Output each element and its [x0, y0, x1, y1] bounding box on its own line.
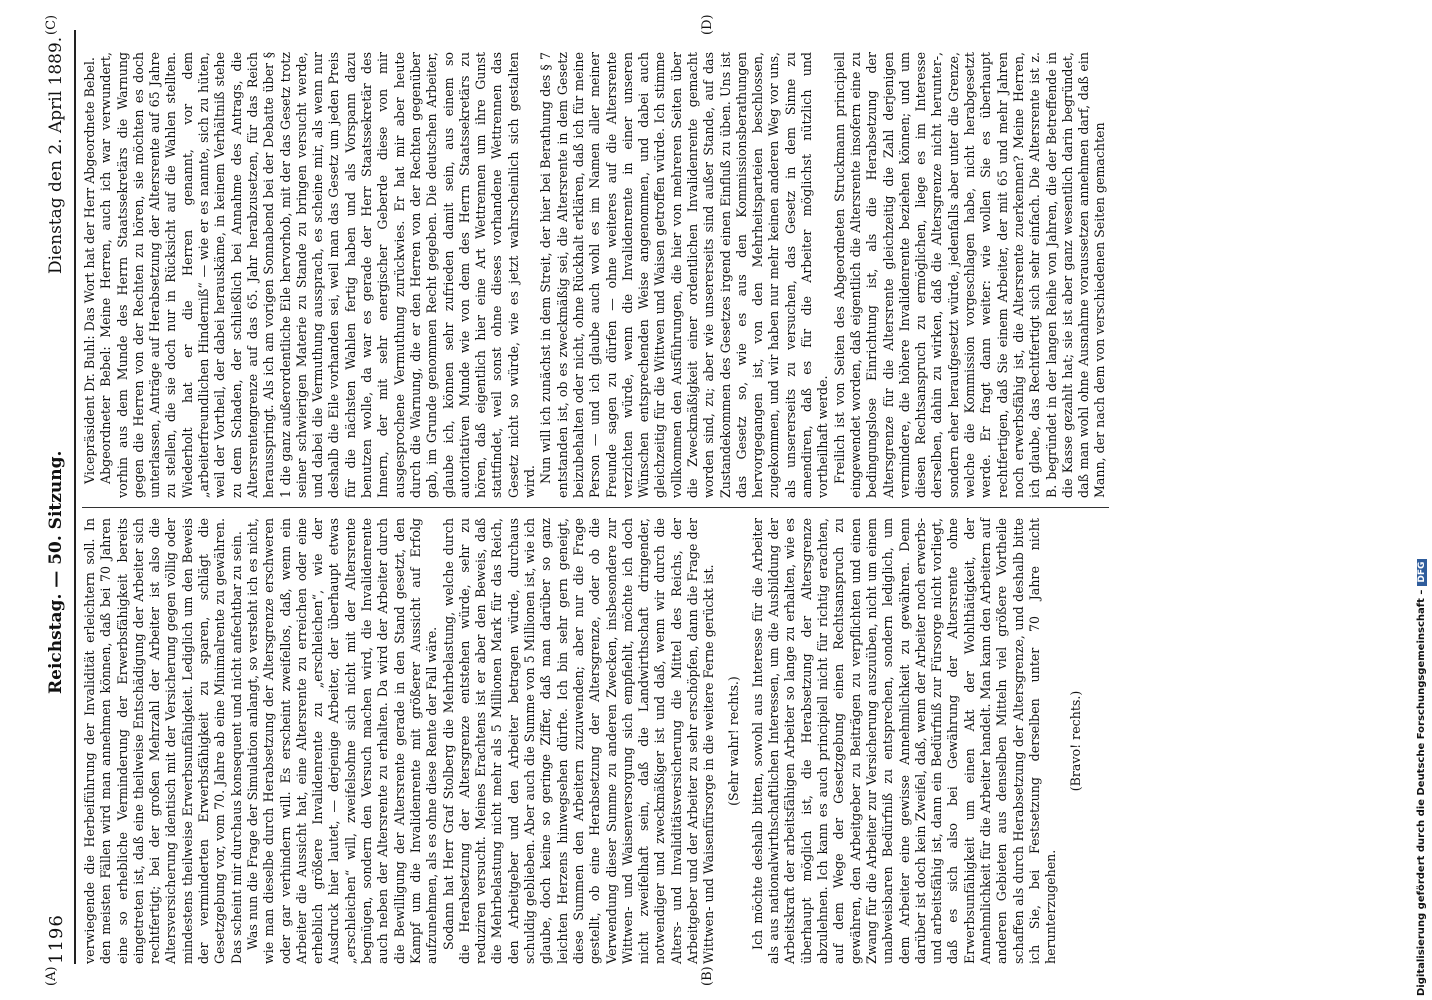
- session-date: Dienstag den 2. April 1889.: [46, 36, 66, 274]
- paragraph: Nun will ich zunächst in dem Streit, der hier bei Berathung des § 7 entstanden ist, ob es zweckmäßig sei, die Altersrente in dem Gesetz beizubehalten oder nicht, ohne Rückhalt erklären, daß ich für meine Person — und ich glaube auch wohl es im Namen aller meiner Freunde sagen zu dürfen — ohne weiteres auf die Altersrente verzichten würde, wenn die Invalidenrente in einer unseren Wünschen entsprechenden Weise angenommen, und dabei auch gleichzeitig für die Wittwen und Waisen getroffen würde. Ich stimme vollkommen den Ausführungen, die hier von mehreren Seiten über die Zweckmäßigkeit einer ordentlichen Invalidenrente gemacht worden sind, zu; aber wie unsererseits sind außer Stande, auf das Zustandekommen des Gesetzes irgend einen Einfluß zu üben. Uns ist das Gesetz so, wie es aus den Kommissionsberathungen hervorgegangen ist, von den Mehrheitsparteien beschlossen, zugekommen, und wir haben nur mehr keinen anderen Weg vor uns, als unsererseits zu versuchen, das Gesetz in dem Sinne zu amendiren, daß es für die Arbeiter möglichst nützlich und vortheilhaft werde.: [538, 52, 831, 498]
- bravo-note: (Bravo! rechts.): [1067, 690, 1083, 792]
- left-column: [82, 518, 1109, 964]
- page-number: 1196: [46, 914, 67, 964]
- credit-text: Digitalisierung gefördert durch die Deutsche Forschungsgemeinschaft –: [1416, 589, 1427, 996]
- header-rule: [74, 30, 76, 964]
- running-header: [40, 30, 74, 964]
- session-title: Reichstag. — 50. Sitzung.: [46, 450, 66, 694]
- paragraph: verwiegende die Herbeiführung der Invalidität erleichtern soll. In den meisten Fällen wird man annehmen können, daß bei 70 Jahren eine so erhebliche Verminderung der Erwerbsfähigkeit bereits eingetreten ist, daß eine theilweise Entschädigung der Arbeiter sich rechtfertigt; bei der großen Mehrzahl der Arbeiter ist also die Altersversicherung identisch mit der Versicherung gegen völlig oder mindestens theilweise Erwerbsunfähigkeit. Lediglich um den Beweis der verminderten Erwerbsfähigkeit zu sparen, schlägt die Gesetzgebung vor, vom 70. Jahre ab eine Minimalrente zu gewähren. Das scheint mir durchaus konsequent und nicht anfechtbar zu sein.: [82, 518, 244, 964]
- margin-marker-a: (A): [44, 966, 59, 986]
- margin-marker-d: (D): [700, 14, 715, 35]
- margin-marker-b: (B): [700, 966, 715, 986]
- margin-marker-c: (C): [44, 14, 59, 35]
- digitization-credit: [1416, 396, 1430, 996]
- paragraph: Abgeordneter Bebel: Meine Herren, auch ich war verwundert, vorhin aus dem Munde des Herrn Staatssekretärs die Warnung gegen die Herren von der Rechten zu hören, sie möchten es doch unterlassen, Anträge auf Herabsetzung der Altersrente auf 65 Jahre zu stellen, die sie doch nur in Rücksicht auf die Wahlen stellten. Wiederholt hat er die Herren genannt, vor dem „arbeiterfreundlichen Hinderniß“ — wie er es nannte, sich zu hüten, weil der Vortheil, der dabei herauskäme, in keinem Verhältniß stehe zu dem Schaden, der schließlich bei Annahme des Antrags, die Altersrentengrenze auf das 65. Jahr herabzusetzen, für das Reich herausspringt. Als ich am vorigen Sonnabend bei der Debatte über § 1 die ganz außerordentliche Eile hervorhob, mit der das Gesetz trotz seiner schwierigen Materie zu Stande zu bringen versucht werde, und dabei die Vermuthung aussprach, es scheine mir, als wenn nur deshalb die Eile vorhanden sei, weil man das Gesetz um jeden Preis für die nächsten Wahlen fertig haben und als Vorspann dazu benutzen wolle, da war es gerade der Herr Staatssekretär des Innern, der mit sehr energischer Geberde diese von mir ausgesprochene Vermuthung zurückwies. Er hat mir aber heute durch die Warnung, die er den Herren von der Rechten gegenüber gab, im Grunde genommen Recht gegeben. Die deutschen Arbeiter, glaube ich, können sehr zufrieden damit sein, aus einem so autoritativen Munde wie von dem des Herrn Staatssekretärs zu hören, daß eigentlich hier eine Art Wettrennen um ihre Gunst stattfindet, weil sonst ohne dieses vorhandene Wettrennen das Gesetz nicht so würde, wie es jetzt wahrscheinlich sich gestalten wird.: [98, 52, 538, 498]
- paragraph: Sodann hat Herr Graf Stolberg die Mehrbelastung, welche durch die Herabsetzung der Altersgrenze entstehen würde, sehr zu reduziren versucht. Meines Erachtens ist er aber den Beweis, daß die Mehrbelastung nicht mehr als 5 Millionen Mark für das Reich, den Arbeitgeber und den Arbeiter betragen würde, durchaus schuldig geblieben. Aber auch die Summe von 5 Millionen ist, wie ich glaube, doch keine so geringe Ziffer, daß man darüber so ganz leichten Herzens hinwegsehen dürfte. Ich bin sehr gern geneigt, diese Summen den Arbeitern zuzuwenden; aber nur die Frage gestellt, ob eine Herabsetzung der Altersgrenze, oder ob die Verwendung dieser Summe zu anderen Zwecken, insbesondere zur Wittwen- und Waisenversorgung sich empfiehlt, möchte ich doch nicht zweifelhaft sein, daß die Landwirthschaft dringender, notwendiger und zweckmäßiger ist und daß, wenn wir durch die Alters- und Invaliditätsversicherung die Mittel des Reichs, der Arbeitgeber und der Arbeiter zu sehr erschöpfen, dann die Frage der Wittwen- und Waisenfürsorge in die weitere Ferne gerückt ist.: [440, 518, 717, 964]
- paragraph: Was nun die Frage der Simulation anlangt, so versteht ich es nicht, wie man dieselbe durch Herabsetzung der Altersgrenze erschweren oder gar verhindern will. Es erscheint zweifellos, daß, wenn ein Arbeiter die Aussicht hat, eine Altersrente zu erreichen oder eine erheblich größere Invalidenrente zu „erschleichen“, wie der Ausdruck hier lautet, — derjenige Arbeiter, der überhaupt etwas „erschleichen“ will, zweifelsohne sich nicht mit der Altersrente begnügen, sondern den Versuch machen wird, die Invalidenrente auch neben der Altersrente zu erhalten. Da wird der Arbeiter durch die Bewilligung der Altersrente gerade in den Stand gesetzt, den Kampf um die Invalidenrente mit größerer Aussicht auf Erfolg aufzunehmen, als es ohne diese Rente der Fall wäre.: [244, 518, 440, 964]
- dfg-logo: DFG: [1417, 559, 1427, 586]
- applause-note: (Sehr wahr! rechts.): [725, 676, 741, 806]
- right-column: [82, 52, 1109, 498]
- text-columns: [82, 30, 1109, 964]
- column-divider: [82, 507, 1109, 508]
- speaker-announcement: Vicepräsident Dr. Buhl: Das Wort hat der Herr Abgeordnete Bebel.: [82, 57, 97, 484]
- paragraph: Ich möchte deshalb bitten, sowohl aus Interesse für die Arbeiter als aus nationalwirthschaftlichen Interessen, um die Ausbildung der Arbeitskraft der arbeitsfähigen Arbeiter so lange zu erhalten, wie es überhaupt möglich ist, die Herabsetzung der Altersgrenze abzulehnen. Ich kann es auch principiell nicht für richtig erachten, auf dem Wege der Gesetzgebung einen Rechtsanspruch zu gewähren, den Arbeitgeber zu Beiträgen zu verpflichten und einen Zwang für die Arbeiter zur Versicherung auszuüben, nicht um einem unabweisbaren Bedürfniß zu entsprechen, sondern lediglich, um dem Arbeiter eine gewisse Annehmlichkeit zu gewähren. Denn darüber ist doch kein Zweifel, daß, wenn der Arbeiter noch erwerbs- und arbeitsfähig ist, dann ein Bedürfniß zur Fürsorge nicht vorliegt, daß es sich also bei Gewährung der Altersrente ohne Erwerbsunfähigkeit um einen Akt der Wohlthätigkeit, der Annehmlichkeit für die Arbeiter handelt. Man kann den Arbeitern auf anderen Gebieten aus denselben Mitteln viel größere Vortheile schaffen als durch Herabsetzung der Altersgrenze, und deshalb bitte ich Sie, bei Festsetzung derselben unter 70 Jahre nicht herunterzugehen.: [749, 518, 1059, 964]
- paragraph: Freilich ist von Seiten des Abgeordneten Struckmann principiell eingewendet worden, daß eigentlich die Altersrente insofern eine zu bedingungslose Einrichtung ist, als die Herabsetzung der Altersgrenze für die Altersrente gleichzeitig die Zahl derjenigen vermindere, die höhere Invalidenrente beziehen können; und um diesen Rechtsanspruch zu ermöglichen, liege es im Interesse derselben, dahin zu wirken, daß die Altersgrenze nicht herunter-, sondern eher heraufgesetzt würde, jedenfalls aber unter die Grenze, welche die Kommission vorgeschlagen habe, nicht herabgesetzt werde. Er fragt dann weiter: wie wollen Sie es überhaupt rechtfertigen, daß Sie einem Arbeiter, der mit 65 und mehr Jahren noch erwerbsfähig ist, die Altersrente zuerkennen? Meine Herren, ich glaube, das Rechtfertigt sich sehr einfach. Die Altersrente ist z. B. begründet in der langen Reihe von Jahren, die der Betreffende in die Kasse gezahlt hat; sie ist aber ganz wesentlich darin begründet, daß man wohl ohne Ausnahme voraussetzen annehmen darf, daß ein Mann, der nach dem von verschiedenen Seiten gemachten: [831, 52, 1108, 498]
